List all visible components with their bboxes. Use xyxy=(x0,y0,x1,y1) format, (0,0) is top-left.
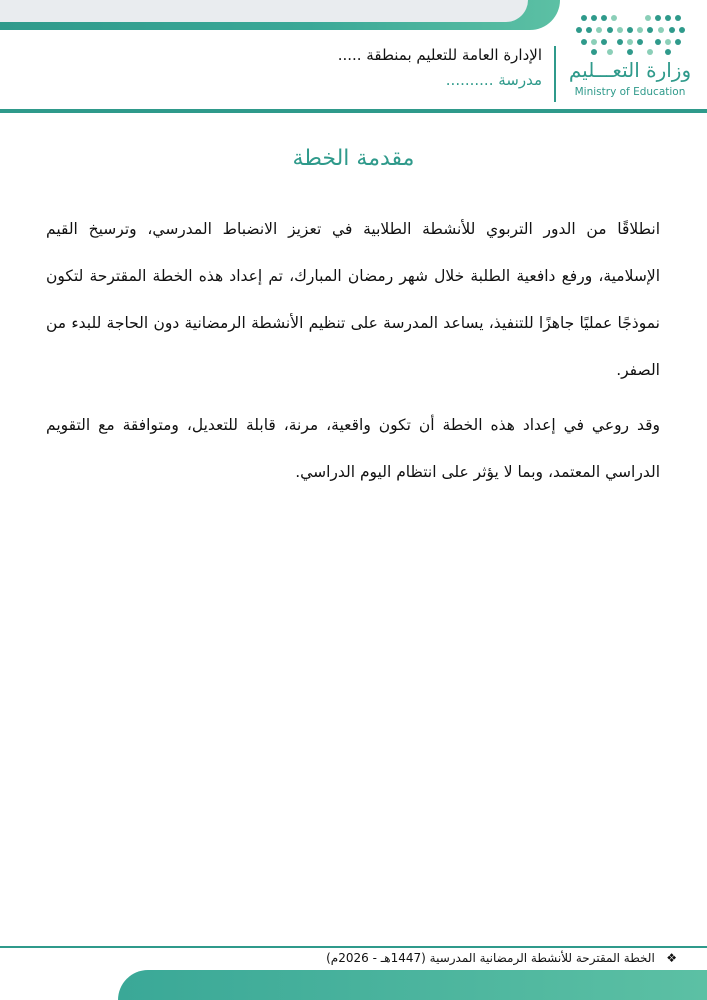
logo-english-text: Ministry of Education xyxy=(574,86,686,98)
footer-caption xyxy=(326,951,677,965)
administration-line: الإدارة العامة للتعليم بمنطقة ..... xyxy=(337,46,542,64)
footer-rule xyxy=(0,946,707,948)
header-rule xyxy=(0,109,707,113)
school-name-line: مدرسة .......... xyxy=(445,71,542,89)
footer-bullet-icon: ❖ xyxy=(666,951,677,965)
header-decor-bar-light xyxy=(0,0,528,22)
header-divider xyxy=(554,46,556,102)
footer-decor-bar xyxy=(118,970,707,1000)
page-title: مقدمة الخطة xyxy=(292,146,415,171)
logo-arabic-text: وزارة التعـــليم xyxy=(568,58,692,82)
intro-paragraph-2: وقد روعي في إعداد هذه الخطة أن تكون واقعية، مرنة، قابلة للتعديل، ومتوافقة مع التقويم الدراسي المعتمد، وبما لا يؤثر على انتظام اليوم الدراسي. xyxy=(46,415,660,481)
logo-dots-icon xyxy=(570,10,690,56)
footer-caption-text: الخطة المقترحة للأنشطة الرمضانية المدرسية (1447هـ - 2026م) xyxy=(326,951,655,965)
ministry-logo xyxy=(560,6,700,102)
intro-paragraph-1: انطلاقًا من الدور التربوي للأنشطة الطلابية في تعزيز الانضباط المدرسي، وترسيخ القيم الإسلامية، ورفع دافعية الطلبة خلال شهر رمضان المبارك، تم إعداد هذه الخطة المقترحة لتكون نموذجًا عمليًا جاهزًا للتنفيذ، يساعد المدرسة على تنظيم الأنشطة الرمضانية دون الحاجة للبدء من الصفر. xyxy=(46,219,660,379)
